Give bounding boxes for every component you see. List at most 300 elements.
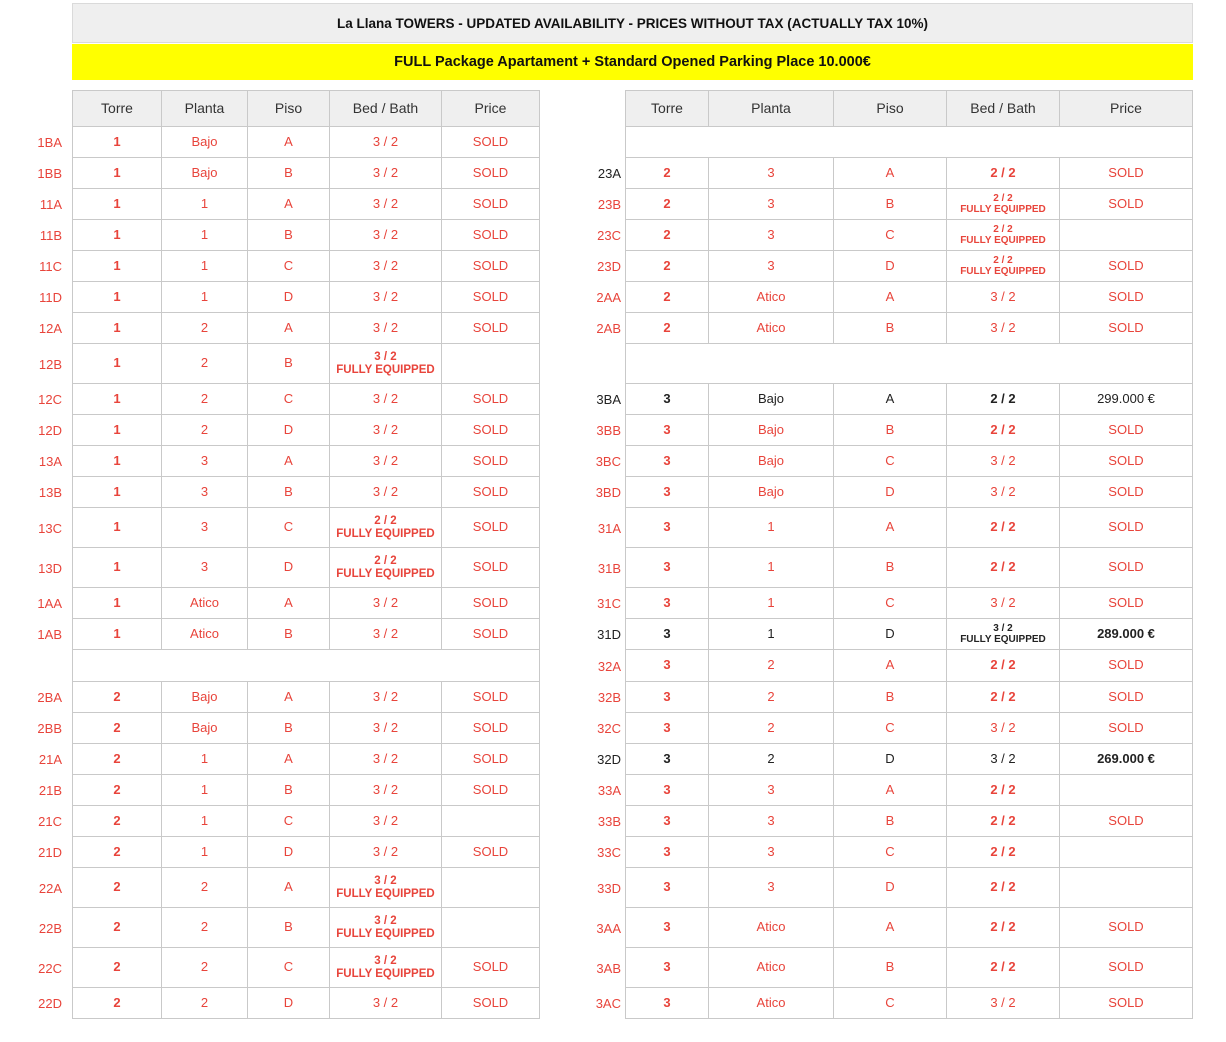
cell-piso: C	[834, 220, 947, 251]
cell-bed-bath: 3 / 2	[330, 988, 442, 1019]
cell-torre: 3	[625, 477, 709, 508]
table-row	[0, 868, 1193, 908]
right-table-row-cells	[625, 775, 1193, 806]
right-table-row-cells	[625, 868, 1193, 908]
cell-bed-bath: 3 / 2	[330, 837, 442, 868]
right-table-row-cells	[625, 837, 1193, 868]
cell-bed-bath: 2 / 2 FULLY EQUIPPED	[947, 220, 1060, 251]
row-label: 22B	[38, 920, 62, 936]
cell-torre: 2	[72, 908, 162, 948]
left-table-row-cells	[72, 313, 540, 344]
cell-torre: 2	[72, 948, 162, 988]
cell-piso: D	[248, 415, 330, 446]
cell-bed-bath: 3 / 2	[330, 127, 442, 158]
cell-piso: B	[248, 775, 330, 806]
left-table-row-cells	[72, 588, 540, 619]
row-label: 13B	[38, 485, 62, 500]
cell-piso: B	[248, 344, 330, 384]
cell-planta: 2	[162, 344, 248, 384]
table-row	[0, 744, 1193, 775]
table-row	[0, 837, 1193, 868]
cell-planta: Atico	[162, 619, 248, 650]
row-label: 31C	[597, 596, 621, 611]
row-label: 31A	[597, 520, 621, 536]
cell-planta: Bajo	[709, 415, 834, 446]
cell-piso: B	[248, 158, 330, 189]
cell-piso: D	[834, 251, 947, 282]
column-header-piso: Piso	[834, 90, 947, 127]
left-table-row-cells	[72, 220, 540, 251]
cell-torre: 3	[625, 384, 709, 415]
cell-price: SOLD	[442, 446, 540, 477]
cell-piso: C	[248, 384, 330, 415]
cell-price: SOLD	[442, 282, 540, 313]
cell-price: SOLD	[1060, 650, 1193, 682]
cell-torre: 1	[72, 508, 162, 548]
row-label: 11B	[39, 228, 62, 243]
column-header-price: Price	[442, 90, 540, 127]
cell-piso: A	[248, 446, 330, 477]
row-label: 2BA	[37, 690, 62, 705]
cell-piso: A	[248, 313, 330, 344]
cell-planta: 3	[162, 548, 248, 588]
cell-bed-bath: 3 / 2	[330, 384, 442, 415]
table-row	[0, 415, 1193, 446]
right-table-row-cells	[625, 344, 1193, 384]
column-header-price: Price	[1060, 90, 1193, 127]
cell-planta: Bajo	[709, 477, 834, 508]
cell-bed-bath: 2 / 2	[947, 415, 1060, 446]
cell-piso: C	[834, 713, 947, 744]
cell-bed-bath: 2 / 2	[947, 806, 1060, 837]
table-row	[0, 220, 1193, 251]
row-label: 3BB	[596, 423, 621, 438]
table-row	[0, 313, 1193, 344]
right-table-row-cells	[625, 806, 1193, 837]
cell-piso: A	[248, 682, 330, 713]
row-label: 1AA	[37, 596, 62, 611]
cell-torre: 2	[625, 251, 709, 282]
row-label: 1AB	[37, 627, 62, 642]
left-table-row-cells	[72, 282, 540, 313]
left-table-row-cells	[72, 868, 540, 908]
cell-bed-bath: 3 / 2	[330, 158, 442, 189]
cell-price: SOLD	[1060, 682, 1193, 713]
table-row	[0, 619, 1193, 650]
cell-planta: 1	[709, 588, 834, 619]
cell-bed-bath: 3 / 2	[330, 713, 442, 744]
left-table-row-cells	[72, 189, 540, 220]
right-table-row-cells	[625, 127, 1193, 158]
cell-bed-bath: 3 / 2	[947, 313, 1060, 344]
cell-planta: Bajo	[709, 384, 834, 415]
left-label-gutter	[0, 90, 72, 127]
cell-price: SOLD	[1060, 588, 1193, 619]
cell-price: SOLD	[442, 588, 540, 619]
right-table-row-cells	[625, 988, 1193, 1019]
cell-planta: 2	[709, 744, 834, 775]
cell-torre: 2	[625, 189, 709, 220]
cell-planta: 1	[162, 775, 248, 806]
cell-torre: 1	[72, 158, 162, 189]
row-label: 3BD	[595, 485, 621, 500]
cell-planta: 2	[162, 948, 248, 988]
cell-price	[442, 868, 540, 908]
cell-bed-bath: 3 / 2 FULLY EQUIPPED	[330, 868, 442, 908]
row-label: 12C	[38, 392, 62, 407]
table-gap	[540, 90, 625, 127]
cell-planta: 2	[162, 868, 248, 908]
cell-planta: 3	[162, 508, 248, 548]
cell-planta: 3	[709, 158, 834, 189]
cell-bed-bath: 2 / 2	[947, 837, 1060, 868]
cell-piso: D	[248, 548, 330, 588]
cell-piso: D	[248, 282, 330, 313]
cell-torre: 1	[72, 313, 162, 344]
cell-price: SOLD	[1060, 282, 1193, 313]
cell-planta: 1	[162, 189, 248, 220]
cell-bed-bath: 3 / 2	[330, 588, 442, 619]
table-row	[0, 251, 1193, 282]
cell-price: 269.000 €	[1060, 744, 1193, 775]
column-header-planta: Planta	[162, 90, 248, 127]
cell-planta: 3	[709, 251, 834, 282]
table-row	[0, 713, 1193, 744]
cell-piso: B	[248, 908, 330, 948]
cell-planta: 2	[162, 415, 248, 446]
row-label: 23D	[597, 259, 621, 274]
right-table-row-cells	[625, 619, 1193, 650]
cell-planta: 2	[162, 384, 248, 415]
row-label: 12B	[38, 356, 62, 372]
row-label: 12D	[38, 423, 62, 438]
cell-torre: 1	[72, 415, 162, 446]
table-row	[0, 682, 1193, 713]
cell-bed-bath: 2 / 2	[947, 384, 1060, 415]
cell-piso: C	[248, 806, 330, 837]
cell-price: SOLD	[1060, 477, 1193, 508]
row-label: 2AB	[596, 321, 621, 336]
cell-piso: A	[248, 868, 330, 908]
cell-torre: 2	[72, 775, 162, 806]
cell-price: SOLD	[442, 220, 540, 251]
cell-torre: 2	[625, 313, 709, 344]
cell-piso: A	[834, 508, 947, 548]
cell-bed-bath: 3 / 2	[330, 682, 442, 713]
row-label: 33D	[597, 880, 621, 896]
row-label: 23B	[597, 197, 621, 212]
cell-price: SOLD	[442, 744, 540, 775]
cell-price	[442, 908, 540, 948]
table-row	[0, 158, 1193, 189]
row-label: 21C	[38, 814, 62, 829]
cell-planta: Bajo	[162, 682, 248, 713]
cell-price: SOLD	[442, 415, 540, 446]
cell-torre: 1	[72, 251, 162, 282]
cell-planta: 3	[709, 220, 834, 251]
cell-price: SOLD	[1060, 713, 1193, 744]
row-label: 11D	[39, 290, 62, 305]
cell-torre: 1	[72, 446, 162, 477]
right-table-row-cells	[625, 282, 1193, 313]
cell-price: SOLD	[1060, 313, 1193, 344]
cell-planta: 1	[162, 806, 248, 837]
table-row	[0, 344, 1193, 384]
cell-planta: Atico	[162, 588, 248, 619]
cell-price: SOLD	[442, 682, 540, 713]
left-table-row-cells	[72, 127, 540, 158]
cell-price: SOLD	[442, 313, 540, 344]
cell-planta: Atico	[709, 313, 834, 344]
cell-bed-bath: 3 / 2	[330, 189, 442, 220]
column-header-bed-bath: Bed / Bath	[947, 90, 1060, 127]
cell-torre: 3	[625, 682, 709, 713]
cell-piso: B	[834, 548, 947, 588]
cell-bed-bath: 2 / 2	[947, 868, 1060, 908]
cell-piso: A	[834, 384, 947, 415]
right-table-row-cells	[625, 908, 1193, 948]
table-row	[0, 508, 1193, 548]
cell-torre: 1	[72, 477, 162, 508]
cell-price: SOLD	[442, 477, 540, 508]
row-label: 33A	[597, 783, 621, 798]
cell-price	[1060, 837, 1193, 868]
cell-bed-bath: 3 / 2	[947, 282, 1060, 313]
cell-planta: 3	[709, 837, 834, 868]
row-label: 3AB	[596, 960, 621, 976]
table-row	[0, 650, 1193, 682]
row-label: 21D	[38, 845, 62, 860]
cell-bed-bath: 3 / 2	[330, 806, 442, 837]
cell-planta: 3	[709, 806, 834, 837]
row-label: 1BA	[37, 135, 62, 150]
cell-price: 299.000 €	[1060, 384, 1193, 415]
cell-price	[1060, 220, 1193, 251]
cell-price: SOLD	[1060, 948, 1193, 988]
row-label: 22C	[38, 960, 62, 976]
cell-planta: 2	[709, 713, 834, 744]
row-label: 21B	[38, 783, 62, 798]
cell-price: SOLD	[1060, 158, 1193, 189]
row-label	[540, 344, 625, 384]
cell-price: SOLD	[1060, 908, 1193, 948]
row-label: 21A	[38, 752, 62, 767]
cell-piso: B	[834, 806, 947, 837]
cell-torre: 3	[625, 508, 709, 548]
cell-torre: 2	[72, 837, 162, 868]
cell-piso: C	[834, 446, 947, 477]
sheet-title: La Llana TOWERS - UPDATED AVAILABILITY - PRICES WITHOUT TAX (ACTUALLY TAX 10%)	[72, 3, 1193, 43]
column-header-torre: Torre	[72, 90, 162, 127]
cell-piso: D	[248, 988, 330, 1019]
cell-price: SOLD	[442, 158, 540, 189]
row-label: 22D	[38, 996, 62, 1011]
row-label: 1BB	[37, 166, 62, 181]
left-table-row-cells	[72, 744, 540, 775]
left-table-row-cells	[72, 384, 540, 415]
left-table-row-cells	[72, 344, 540, 384]
cell-torre: 3	[625, 988, 709, 1019]
column-header-torre: Torre	[625, 90, 709, 127]
cell-bed-bath: 3 / 2	[947, 446, 1060, 477]
cell-price: SOLD	[442, 548, 540, 588]
row-label: 11A	[39, 197, 62, 212]
table-row	[0, 189, 1193, 220]
cell-bed-bath: 3 / 2	[947, 588, 1060, 619]
spacer-cell	[72, 650, 540, 682]
cell-piso: A	[834, 908, 947, 948]
cell-torre: 3	[625, 619, 709, 650]
cell-bed-bath: 3 / 2	[330, 282, 442, 313]
header-row	[0, 90, 1193, 127]
left-table-row-cells	[72, 908, 540, 948]
cell-torre: 1	[72, 548, 162, 588]
cell-torre: 3	[625, 806, 709, 837]
cell-price: SOLD	[1060, 806, 1193, 837]
cell-price	[442, 806, 540, 837]
cell-price: SOLD	[1060, 548, 1193, 588]
left-table-row-cells	[72, 251, 540, 282]
cell-bed-bath: 2 / 2	[947, 548, 1060, 588]
cell-piso: C	[248, 948, 330, 988]
column-header-piso: Piso	[248, 90, 330, 127]
right-table-row-cells	[625, 744, 1193, 775]
right-table-row-cells	[625, 251, 1193, 282]
cell-piso: C	[248, 508, 330, 548]
cell-planta: 1	[709, 548, 834, 588]
cell-torre: 2	[625, 220, 709, 251]
cell-torre: 3	[625, 446, 709, 477]
cell-planta: Atico	[709, 988, 834, 1019]
spacer-cell	[625, 344, 1193, 384]
cell-piso: B	[834, 313, 947, 344]
right-table-row-cells	[625, 446, 1193, 477]
cell-planta: 3	[162, 446, 248, 477]
cell-torre: 3	[625, 650, 709, 682]
cell-bed-bath: 3 / 2 FULLY EQUIPPED	[947, 619, 1060, 650]
cell-bed-bath: 3 / 2	[330, 744, 442, 775]
cell-planta: 1	[162, 282, 248, 313]
cell-planta: 1	[162, 220, 248, 251]
row-label: 3AC	[595, 996, 621, 1011]
cell-price: SOLD	[442, 251, 540, 282]
cell-planta: 2	[709, 650, 834, 682]
cell-planta: 2	[162, 988, 248, 1019]
column-header-planta: Planta	[709, 90, 834, 127]
table-row	[0, 948, 1193, 988]
cell-price: SOLD	[442, 189, 540, 220]
cell-bed-bath: 3 / 2 FULLY EQUIPPED	[330, 344, 442, 384]
row-label: 32A	[597, 658, 621, 674]
cell-piso: D	[834, 744, 947, 775]
cell-torre: 1	[72, 344, 162, 384]
cell-piso: C	[834, 837, 947, 868]
cell-torre: 3	[625, 713, 709, 744]
promo-banner: FULL Package Apartament + Standard Opened Parking Place 10.000€	[72, 44, 1193, 80]
cell-piso: B	[248, 220, 330, 251]
right-table-row-cells	[625, 384, 1193, 415]
cell-torre: 1	[72, 384, 162, 415]
right-table-row-cells	[625, 189, 1193, 220]
cell-piso: D	[834, 477, 947, 508]
left-table-header	[72, 90, 540, 127]
cell-planta: Bajo	[709, 446, 834, 477]
cell-piso: B	[834, 948, 947, 988]
cell-price: SOLD	[442, 384, 540, 415]
cell-torre: 3	[625, 948, 709, 988]
cell-torre: 2	[72, 744, 162, 775]
cell-planta: Bajo	[162, 158, 248, 189]
cell-piso: A	[248, 744, 330, 775]
cell-piso: B	[834, 415, 947, 446]
left-table-row-cells	[72, 948, 540, 988]
cell-piso: B	[834, 682, 947, 713]
cell-bed-bath: 2 / 2	[947, 508, 1060, 548]
cell-piso: D	[248, 837, 330, 868]
cell-price	[442, 344, 540, 384]
table-row	[0, 806, 1193, 837]
cell-price: 289.000 €	[1060, 619, 1193, 650]
cell-planta: 3	[162, 477, 248, 508]
row-label	[540, 127, 625, 158]
cell-torre: 3	[625, 744, 709, 775]
cell-price: SOLD	[1060, 446, 1193, 477]
cell-bed-bath: 3 / 2	[947, 988, 1060, 1019]
cell-torre: 3	[625, 908, 709, 948]
cell-planta: Bajo	[162, 713, 248, 744]
cell-torre: 2	[72, 988, 162, 1019]
cell-torre: 2	[72, 713, 162, 744]
right-table-row-cells	[625, 948, 1193, 988]
row-label: 32B	[597, 690, 621, 705]
cell-bed-bath: 3 / 2 FULLY EQUIPPED	[330, 948, 442, 988]
left-table-row-cells	[72, 650, 540, 682]
table-row	[0, 988, 1193, 1019]
right-table-row-cells	[625, 415, 1193, 446]
left-table-row-cells	[72, 158, 540, 189]
cell-planta: Atico	[709, 282, 834, 313]
cell-planta: Atico	[709, 908, 834, 948]
cell-planta: 2	[162, 313, 248, 344]
table-row	[0, 477, 1193, 508]
cell-torre: 1	[72, 588, 162, 619]
cell-price: SOLD	[442, 127, 540, 158]
row-label: 23A	[597, 166, 621, 181]
cell-bed-bath: 3 / 2	[330, 446, 442, 477]
cell-torre: 1	[72, 619, 162, 650]
row-label: 12A	[38, 321, 62, 336]
cell-torre: 1	[72, 220, 162, 251]
cell-piso: A	[248, 588, 330, 619]
left-table-row-cells	[72, 988, 540, 1019]
cell-price: SOLD	[442, 988, 540, 1019]
cell-planta: Atico	[709, 948, 834, 988]
row-label: 3AA	[596, 920, 621, 936]
cell-piso: C	[248, 251, 330, 282]
cell-bed-bath: 2 / 2	[947, 908, 1060, 948]
availability-grid	[0, 90, 1193, 1019]
cell-planta: 3	[709, 868, 834, 908]
left-table-row-cells	[72, 713, 540, 744]
cell-price: SOLD	[442, 775, 540, 806]
right-table-row-cells	[625, 158, 1193, 189]
row-label: 22A	[38, 880, 62, 896]
cell-price	[1060, 868, 1193, 908]
cell-price: SOLD	[1060, 251, 1193, 282]
cell-piso: B	[248, 713, 330, 744]
cell-torre: 1	[72, 127, 162, 158]
cell-bed-bath: 2 / 2 FULLY EQUIPPED	[947, 189, 1060, 220]
